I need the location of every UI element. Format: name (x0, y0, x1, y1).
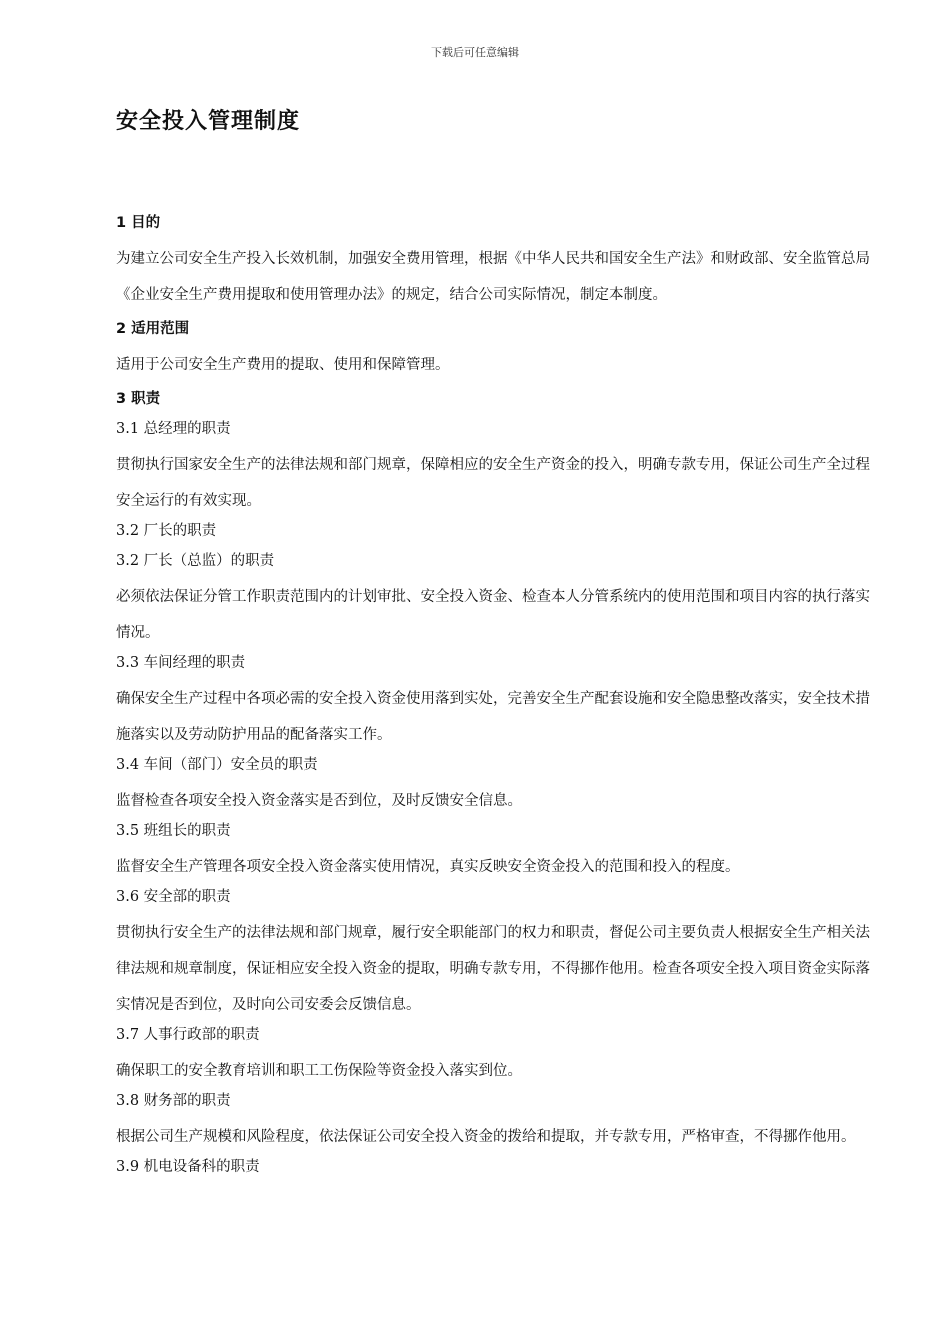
section-paragraph-scope: 适用于公司安全生产费用的提取、使用和保障管理。 (116, 357, 450, 373)
duty-title-factory-director: 3.2 厂长的职责 (116, 523, 217, 539)
duty-title-hr-admin: 3.7 人事行政部的职责 (116, 1027, 260, 1043)
page-header: 下载后可任意编辑 (431, 46, 519, 59)
duty-paragraph-hr-admin: 确保职工的安全教育培训和职工工伤保险等资金投入落实到位。 (116, 1063, 522, 1079)
section-heading-duties: 3 职责 (116, 391, 161, 407)
document-body (116, 207, 876, 1185)
duty-title-factory-director-chief: 3.2 厂长（总监）的职责 (116, 553, 275, 569)
duty-paragraph-general-manager: 贯彻执行国家安全生产的法律法规和部门规章，保障相应的安全生产资金的投入，明确专款专用，保证公司生产全过程安全运行的有效实现。 (116, 457, 870, 509)
duty-paragraph-safety-officer: 监督检查各项安全投入资金落实是否到位，及时反馈安全信息。 (116, 793, 522, 809)
duty-title-finance: 3.8 财务部的职责 (116, 1093, 231, 1109)
duty-title-equipment-section: 3.9 机电设备科的职责 (116, 1159, 260, 1175)
duty-paragraph-factory-director-chief: 必须依法保证分管工作职责范围内的计划审批、安全投入资金、检查本人分管系统内的使用范围和项目内容的执行落实情况。 (116, 589, 870, 641)
duty-title-team-leader: 3.5 班组长的职责 (116, 823, 231, 839)
duty-title-safety-officer: 3.4 车间（部门）安全员的职责 (116, 757, 318, 773)
duty-paragraph-team-leader: 监督安全生产管理各项安全投入资金落实使用情况，真实反映安全资金投入的范围和投入的程度。 (116, 859, 740, 875)
duty-title-safety-department: 3.6 安全部的职责 (116, 889, 231, 905)
section-heading-scope: 2 适用范围 (116, 321, 190, 337)
duty-title-general-manager: 3.1 总经理的职责 (116, 421, 231, 437)
duty-paragraph-safety-department: 贯彻执行安全生产的法律法规和部门规章，履行安全职能部门的权力和职责，督促公司主要负责人根据安全生产相关法律法规和规章制度，保证相应安全投入资金的提取，明确专款专用，不得挪作他用。检查各项安全投入项目资金实际落实情况是否到位，及时向公司安委会反馈信息。 (116, 925, 870, 1013)
section-paragraph-purpose: 为建立公司安全生产投入长效机制，加强安全费用管理，根据《中华人民共和国安全生产法》和财政部、安全监管总局《企业安全生产费用提取和使用管理办法》的规定，结合公司实际情况，制定本制度。 (116, 251, 870, 303)
section-heading-purpose: 1 目的 (116, 215, 161, 231)
duty-paragraph-workshop-manager: 确保安全生产过程中各项必需的安全投入资金使用落到实处，完善安全生产配套设施和安全隐患整改落实，安全技术措施落实以及劳动防护用品的配备落实工作。 (116, 691, 870, 743)
document-title: 安全投入管理制度 (116, 109, 301, 134)
duty-paragraph-finance: 根据公司生产规模和风险程度，依法保证公司安全投入资金的拨给和提取，并专款专用，严格审查，不得挪作他用。 (116, 1129, 856, 1145)
duty-title-workshop-manager: 3.3 车间经理的职责 (116, 655, 246, 671)
